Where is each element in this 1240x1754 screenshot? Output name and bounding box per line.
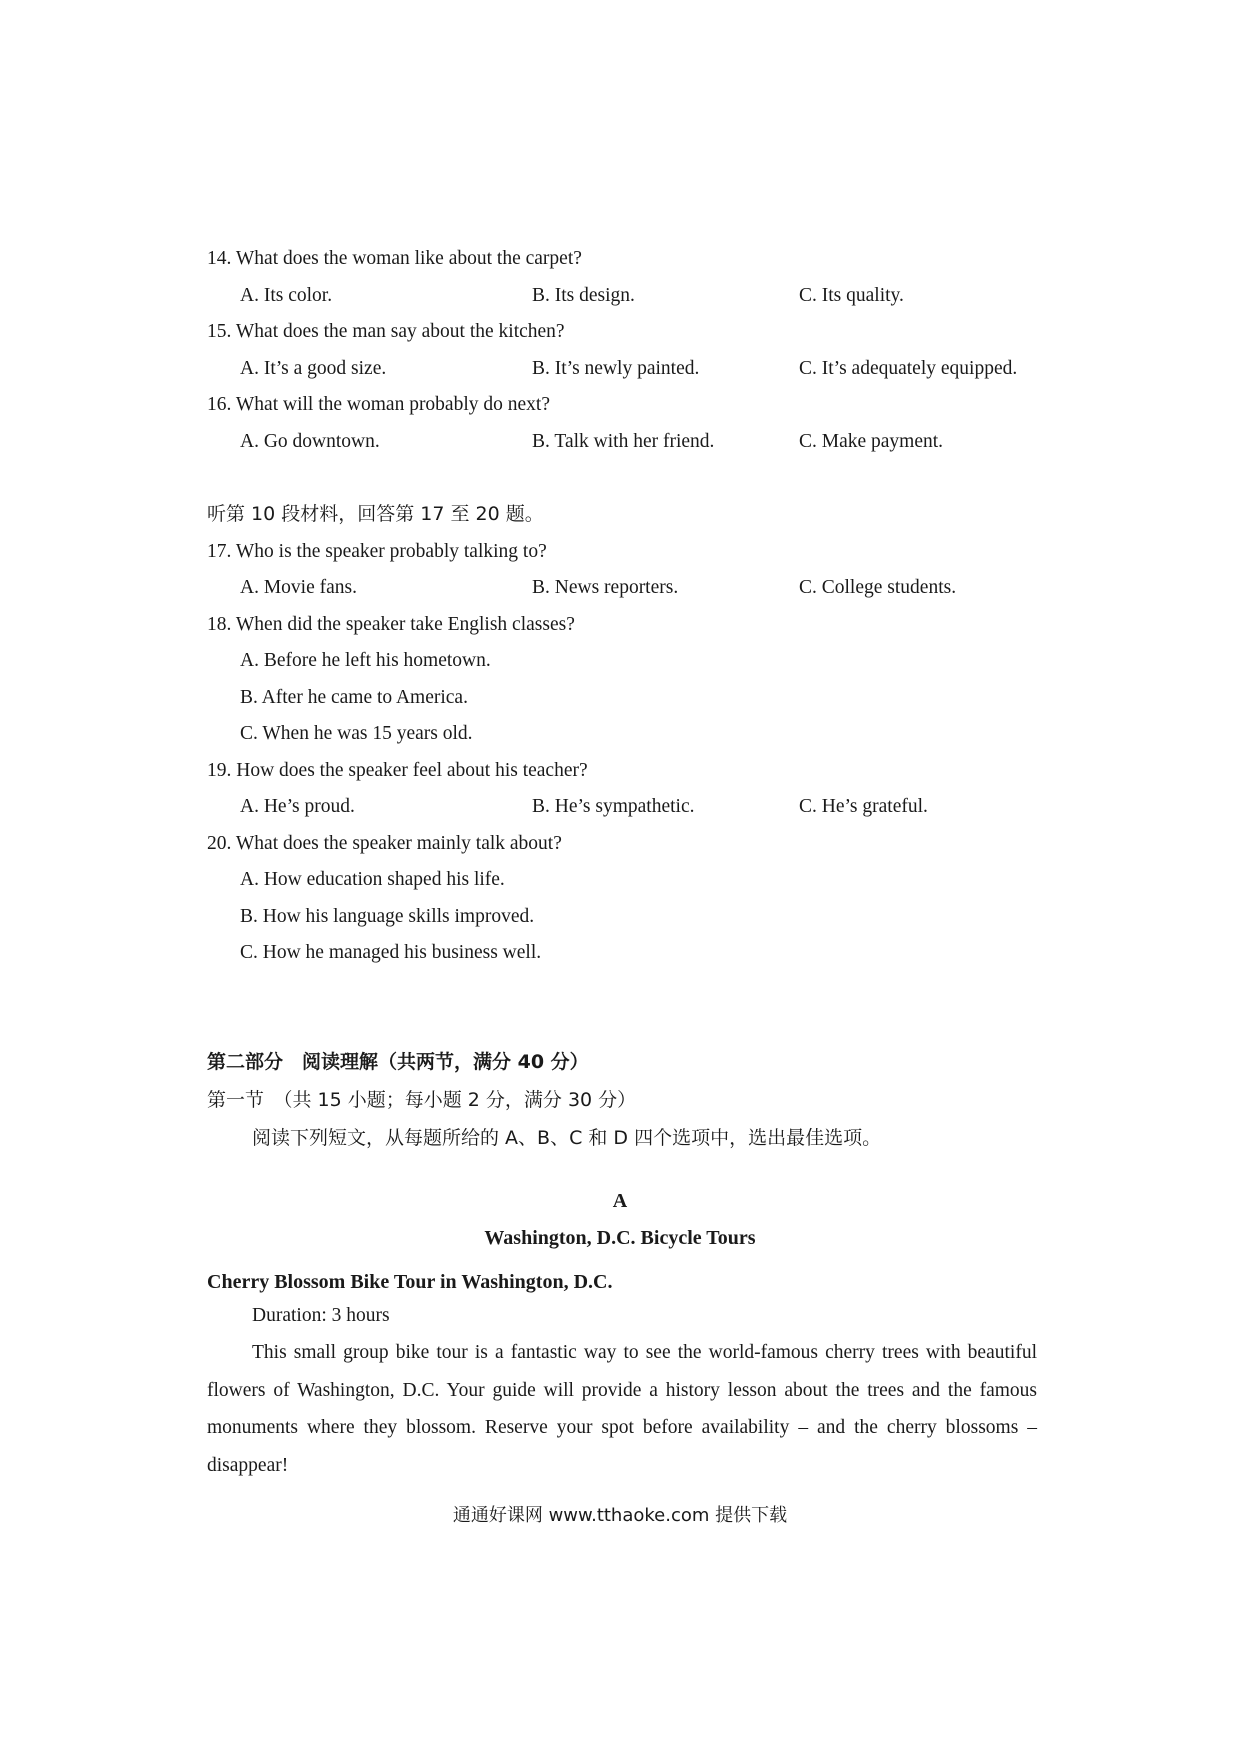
q15-option-a: A. It’s a good size. bbox=[240, 358, 387, 379]
q15-option-b: B. It’s newly painted. bbox=[532, 358, 700, 379]
passage-title: Washington, D.C. Bicycle Tours bbox=[484, 1227, 756, 1249]
part2-section1: 第一节 （共 15 小题；每小题 2 分，满分 30 分） bbox=[207, 1089, 637, 1111]
question-17: 17. Who is the speaker probably talking to? bbox=[207, 541, 547, 562]
q16-option-c: C. Make payment. bbox=[799, 431, 944, 452]
part2-instruction: 阅读下列短文，从每题所给的 A、B、C 和 D 四个选项中，选出最佳选项。 bbox=[252, 1127, 882, 1149]
q20-option-a: A. How education shaped his life. bbox=[240, 869, 505, 890]
question-18: 18. When did the speaker take English classes? bbox=[207, 614, 575, 635]
q16-option-b: B. Talk with her friend. bbox=[532, 431, 715, 452]
part2-heading: 第二部分 阅读理解（共两节，满分 40 分） bbox=[207, 1051, 589, 1073]
q14-option-a: A. Its color. bbox=[240, 285, 333, 306]
q18-option-c: C. When he was 15 years old. bbox=[240, 723, 473, 744]
q14-option-b: B. Its design. bbox=[532, 285, 635, 306]
q20-option-b: B. How his language skills improved. bbox=[240, 906, 535, 927]
question-19: 19. How does the speaker feel about his teacher? bbox=[207, 760, 588, 781]
passage-duration: Duration: 3 hours bbox=[252, 1305, 390, 1326]
section10-instruction: 听第 10 段材料，回答第 17 至 20 题。 bbox=[207, 503, 544, 525]
passage-label: A bbox=[612, 1190, 628, 1212]
q18-option-a: A. Before he left his hometown. bbox=[240, 650, 491, 671]
q16-option-a: A. Go downtown. bbox=[240, 431, 380, 452]
q19-option-c: C. He’s grateful. bbox=[799, 796, 928, 817]
q19-option-a: A. He’s proud. bbox=[240, 796, 355, 817]
q17-option-b: B. News reporters. bbox=[532, 577, 679, 598]
q18-option-b: B. After he came to America. bbox=[240, 687, 468, 708]
question-15: 15. What does the man say about the kitchen? bbox=[207, 321, 565, 342]
question-14: 14. What does the woman like about the carpet? bbox=[207, 248, 582, 269]
q15-option-c: C. It’s adequately equipped. bbox=[799, 358, 1018, 379]
passage-body: This small group bike tour is a fantastic way to see the world-famous cherry trees with beautiful flowers of Washington, D.C. Your guide will provide a history lesson about the trees and the famous monuments where they blossom. Reserve your spot before availability – and the cherry blossoms – disappear! bbox=[207, 1342, 1037, 1476]
question-20: 20. What does the speaker mainly talk about? bbox=[207, 833, 562, 854]
q17-option-c: C. College students. bbox=[799, 577, 957, 598]
q17-option-a: A. Movie fans. bbox=[240, 577, 357, 598]
q14-option-c: C. Its quality. bbox=[799, 285, 904, 306]
page-footer: 通通好课网 www.tthaoke.com 提供下载 bbox=[452, 1505, 788, 1526]
passage-subtitle: Cherry Blossom Bike Tour in Washington, D.C. bbox=[207, 1271, 613, 1293]
question-16: 16. What will the woman probably do next? bbox=[207, 394, 550, 415]
q19-option-b: B. He’s sympathetic. bbox=[532, 796, 695, 817]
q20-option-c: C. How he managed his business well. bbox=[240, 942, 542, 963]
